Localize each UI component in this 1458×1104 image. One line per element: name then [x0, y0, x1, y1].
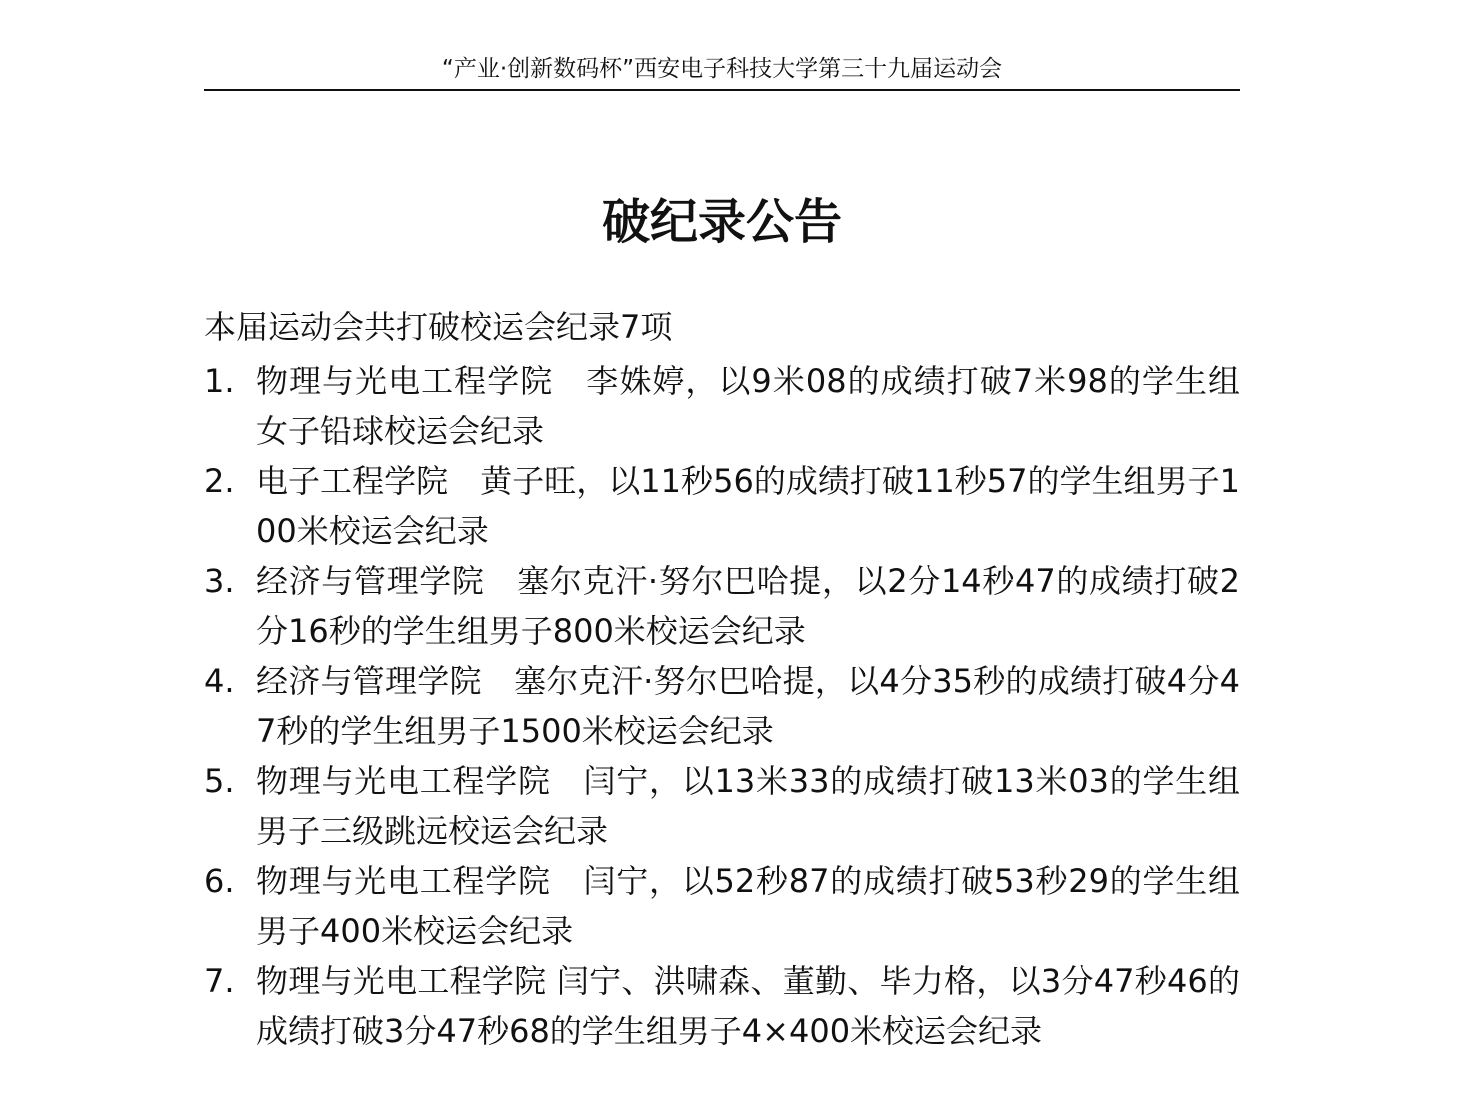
record-number: 1. — [204, 362, 235, 400]
record-number: 7. — [204, 962, 235, 1000]
running-header: “产业·创新数码杯”西安电子科技大学第三十九届运动会 — [441, 56, 1003, 82]
record-text: 经济与管理学院 塞尔克汗·努尔巴哈提，以4分35秒的成绩打破4分47秒的学生组男子1500米校运会纪录 — [256, 662, 1240, 750]
record-number: 3. — [204, 562, 235, 600]
intro-text: 本届运动会共打破校运会纪录7项 — [204, 308, 673, 346]
record-list — [204, 356, 1240, 1056]
record-item-5 — [204, 756, 1240, 856]
record-item-3 — [204, 556, 1240, 656]
record-text: 物理与光电工程学院 李姝婷，以9米08的成绩打破7米98的学生组女子铅球校运会纪录 — [256, 362, 1240, 450]
header-divider — [204, 89, 1240, 91]
record-item-2 — [204, 456, 1240, 556]
record-number: 4. — [204, 662, 235, 700]
record-item-1 — [204, 356, 1240, 456]
record-text: 电子工程学院 黄子旺，以11秒56的成绩打破11秒57的学生组男子100米校运会纪录 — [256, 462, 1240, 550]
record-number: 6. — [204, 862, 235, 900]
record-number: 2. — [204, 462, 235, 500]
record-item-4 — [204, 656, 1240, 756]
record-item-6 — [204, 856, 1240, 956]
record-number: 5. — [204, 762, 235, 800]
record-text: 经济与管理学院 塞尔克汗·努尔巴哈提，以2分14秒47的成绩打破2分16秒的学生组男子800米校运会纪录 — [256, 562, 1240, 650]
record-text: 物理与光电工程学院 闫宁，以52秒87的成绩打破53秒29的学生组男子400米校运会纪录 — [256, 862, 1240, 950]
record-item-7 — [204, 956, 1240, 1056]
record-text: 物理与光电工程学院 闫宁，以13米33的成绩打破13米03的学生组男子三级跳远校运会纪录 — [256, 762, 1240, 850]
page-title: 破纪录公告 — [601, 194, 842, 250]
record-text: 物理与光电工程学院 闫宁、洪啸森、董勤、毕力格，以3分47秒46的成绩打破3分47秒68的学生组男子4×400米校运会纪录 — [256, 962, 1240, 1050]
